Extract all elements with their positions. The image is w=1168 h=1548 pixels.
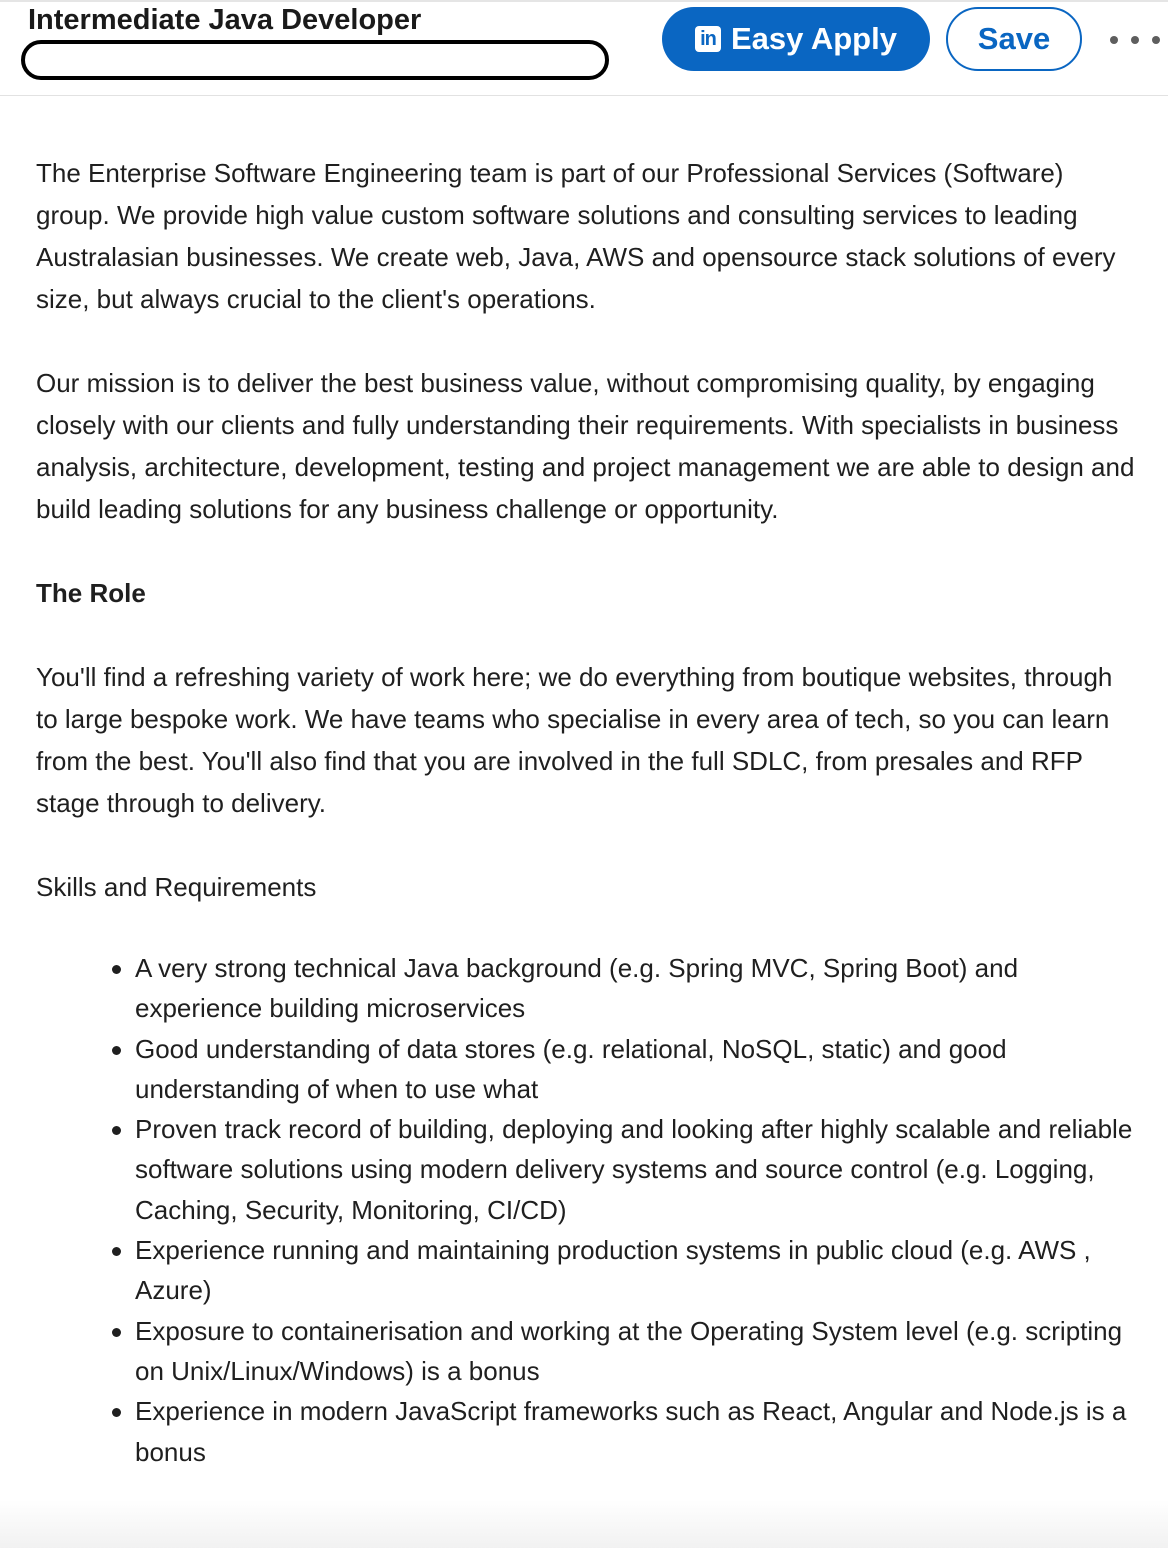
scroll-fade: [0, 1500, 1168, 1548]
role-heading: The Role: [36, 578, 146, 608]
easy-apply-button[interactable]: [662, 7, 930, 71]
list-item: Good understanding of data stores (e.g. relational, NoSQL, static) and good understanding of when to use what: [108, 1029, 1136, 1110]
top-divider: [0, 0, 1168, 2]
list-item: Experience in modern JavaScript frameworks such as React, Angular and Node.js is a bonus: [108, 1391, 1136, 1472]
easy-apply-label: Easy Apply: [731, 21, 897, 56]
linkedin-icon: in: [695, 26, 721, 52]
list-item: Experience running and maintaining production systems in public cloud (e.g. AWS , Azure): [108, 1230, 1136, 1311]
role-paragraph: You'll find a refreshing variety of work here; we do everything from boutique websites, through to large bespoke work. We have teams who specialise in every area of tech, so you can learn from the best. You'll also find that you are involved in the full SDLC, from presales and RFP stage through to delivery.: [36, 662, 1113, 818]
list-item: Proven track record of building, deploying and looking after highly scalable and reliable software solutions using modern delivery systems and source control (e.g. Logging, Caching, Security, Monitoring, CI/CD): [108, 1109, 1136, 1230]
more-options-button[interactable]: [1110, 20, 1160, 60]
more-options-icon: [1110, 36, 1118, 44]
job-title: Intermediate Java Developer: [28, 4, 422, 36]
job-header: [0, 0, 1168, 96]
more-options-icon: [1131, 36, 1139, 44]
intro-paragraph: The Enterprise Software Engineering team is part of our Professional Services (Software) group. We provide high value custom software solutions and consulting services to leading Australasian businesses. We create web, Java, AWS and opensource stack solutions of every size, but always crucial to the client's operations.: [36, 158, 1116, 314]
list-item: A very strong technical Java background (e.g. Spring MVC, Spring Boot) and experience building microservices: [108, 948, 1136, 1029]
skills-heading: Skills and Requirements: [36, 872, 317, 902]
list-item: Exposure to containerisation and working at the Operating System level (e.g. scripting on Unix/Linux/Windows) is a bonus: [108, 1311, 1136, 1392]
save-button[interactable]: Save: [946, 7, 1082, 71]
more-options-icon: [1152, 36, 1160, 44]
job-description: [36, 152, 1136, 1472]
mission-paragraph: Our mission is to deliver the best business value, without compromising quality, by engaging closely with our clients and fully understanding their requirements. With specialists in business analysis, architecture, development, testing and project management we are able to design and build leading solutions for any business challenge or opportunity.: [36, 368, 1135, 524]
requirements-list: [108, 948, 1136, 1472]
redacted-company-field: [21, 40, 609, 80]
